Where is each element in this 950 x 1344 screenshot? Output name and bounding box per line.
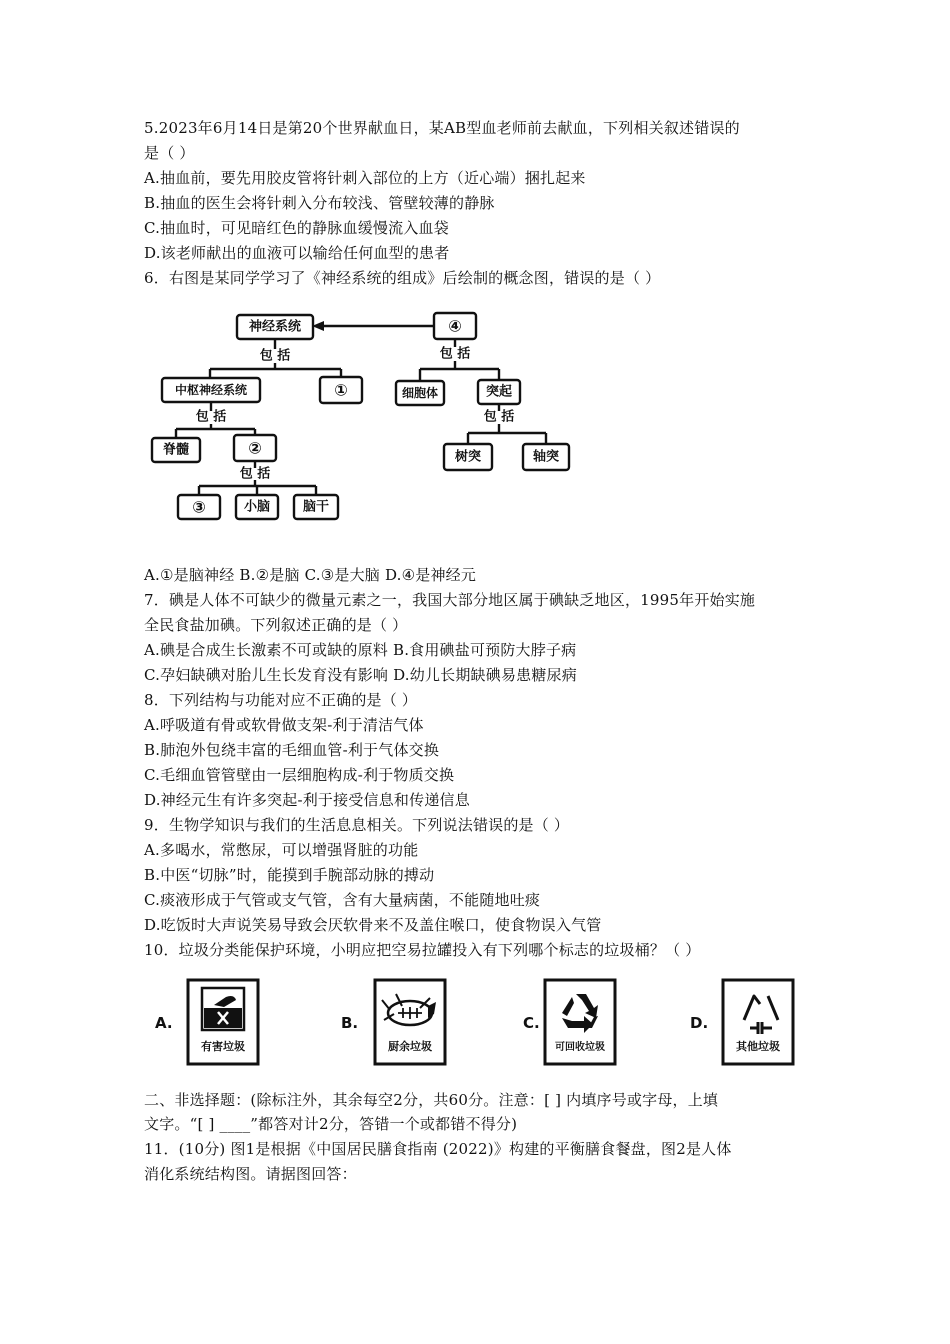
q8-stem: 8．下列结构与功能对应不正确的是（ ） [144, 691, 418, 709]
q7-options-ab: A.碘是合成生长激素不可或缺的原料 B.食用碘盐可预防大脖子病 [144, 641, 577, 659]
q6-options: A.①是脑神经 B.②是脑 C.③是大脑 D.④是神经元 [144, 566, 477, 584]
q9-stem: 9．生物学知识与我们的生活息息相关。下列说法错误的是（ ） [144, 816, 570, 834]
label-include-2: 包 括 [239, 466, 271, 482]
kitchen-waste-sign [375, 980, 445, 1064]
label-nervous-system: 神经系统 [248, 319, 302, 335]
q10-stem: 10．垃圾分类能保护环境，小明应把空易拉罐投入有下列哪个标志的垃圾桶？（ ） [144, 941, 701, 959]
option-label-d: D. [690, 1014, 709, 1032]
option-label-c: C. [523, 1014, 540, 1032]
q5-stem-line-2: 是（ ） [144, 144, 195, 162]
bin-label-kitchen: 厨余垃圾 [388, 1040, 432, 1053]
q8-option-b: B.肺泡外包绕丰富的毛细血管-利于气体交换 [144, 741, 440, 759]
label-cell-body: 细胞体 [401, 386, 439, 400]
q8-option-c: C.毛细血管管壁由一层细胞构成-利于物质交换 [144, 766, 455, 784]
q7-stem-line-1: 7．碘是人体不可缺少的微量元素之一，我国大部分地区属于碘缺乏地区，1995年开始实施 [144, 591, 756, 609]
q9-option-b: B.中医“切脉”时，能摸到手腕部动脉的搏动 [144, 866, 435, 884]
q5-option-a: A.抽血前，要先用胶皮管将针刺入部位的上方（近心端）捆扎起来 [144, 169, 586, 187]
q8-option-a: A.呼吸道有骨或软骨做支架-利于清洁气体 [144, 716, 424, 734]
other-waste-sign [723, 980, 793, 1064]
q7-stem-line-2: 全民食盐加碘。下列叙述正确的是（ ） [144, 616, 408, 634]
section2-line-2: 文字。“[ ] ____”都答对计2分，答错一个或都错不得分) [144, 1115, 518, 1133]
q7-options-cd: C.孕妇缺碘对胎儿生长发育没有影响 D.幼儿长期缺碘易患糖尿病 [144, 666, 577, 684]
label-include-1: 包 括 [259, 348, 291, 364]
label-include-cns: 包 括 [195, 409, 227, 425]
nervous-system-concept-map [140, 305, 590, 535]
label-include-4: 包 括 [439, 346, 471, 362]
bin-label-recyclable: 可回收垃圾 [555, 1042, 605, 1053]
label-1: ① [334, 380, 348, 400]
q8-option-d: D.神经元生有许多突起-利于接受信息和传递信息 [144, 791, 470, 809]
label-cerebellum: 小脑 [243, 499, 271, 515]
label-brainstem: 脑干 [302, 499, 330, 515]
label-spinal-cord: 脊髓 [162, 442, 190, 458]
recyclable-waste-sign [545, 980, 615, 1064]
label-2: ② [248, 438, 262, 458]
q9-option-a: A.多喝水，常憋尿，可以增强肾脏的功能 [144, 841, 419, 859]
garbage-sorting-signs [140, 970, 820, 1070]
label-4: ④ [448, 316, 462, 336]
hazardous-waste-sign [188, 980, 258, 1064]
bin-label-hazardous: 有害垃圾 [201, 1040, 245, 1053]
q11-line-1: 11．(10分) 图1是根据《中国居民膳食指南 (2022)》构建的平衡膳食餐盘，图2是人体 [144, 1140, 732, 1158]
bin-label-other: 其他垃圾 [736, 1040, 780, 1053]
label-process: 突起 [485, 384, 513, 400]
q5-option-c: C.抽血时，可见暗红色的静脉血缓慢流入血袋 [144, 219, 449, 237]
label-include-process: 包 括 [483, 409, 515, 425]
option-label-a: A. [155, 1014, 173, 1032]
q6-stem: 6．右图是某同学学习了《神经系统的组成》后绘制的概念图，错误的是（ ） [144, 269, 661, 287]
q9-option-d: D.吃饭时大声说笑易导致会厌软骨来不及盖住喉口，使食物误入气管 [144, 916, 602, 934]
label-cns: 中枢神经系统 [174, 383, 248, 397]
q11-line-2: 消化系统结构图。请据图回答： [144, 1165, 357, 1183]
option-label-b: B. [341, 1014, 359, 1032]
section2-line-1: 二、非选择题：(除标注外，其余每空2分，共60分。注意：[ ] 内填序号或字母，上填 [144, 1091, 719, 1109]
q9-option-c: C.痰液形成于气管或支气管，含有大量病菌，不能随地吐痰 [144, 891, 541, 909]
q5-option-b: B.抽血的医生会将针刺入分布较浅、管壁较薄的静脉 [144, 194, 495, 212]
label-3: ③ [192, 497, 206, 517]
q5-option-d: D.该老师献出的血液可以输给任何血型的患者 [144, 244, 450, 262]
label-dendrite: 树突 [454, 449, 482, 465]
q5-stem-line-1: 5.2023年6月14日是第20个世界献血日，某AB型血老师前去献血，下列相关叙述错误的 [144, 119, 740, 137]
label-axon: 轴突 [532, 449, 560, 465]
